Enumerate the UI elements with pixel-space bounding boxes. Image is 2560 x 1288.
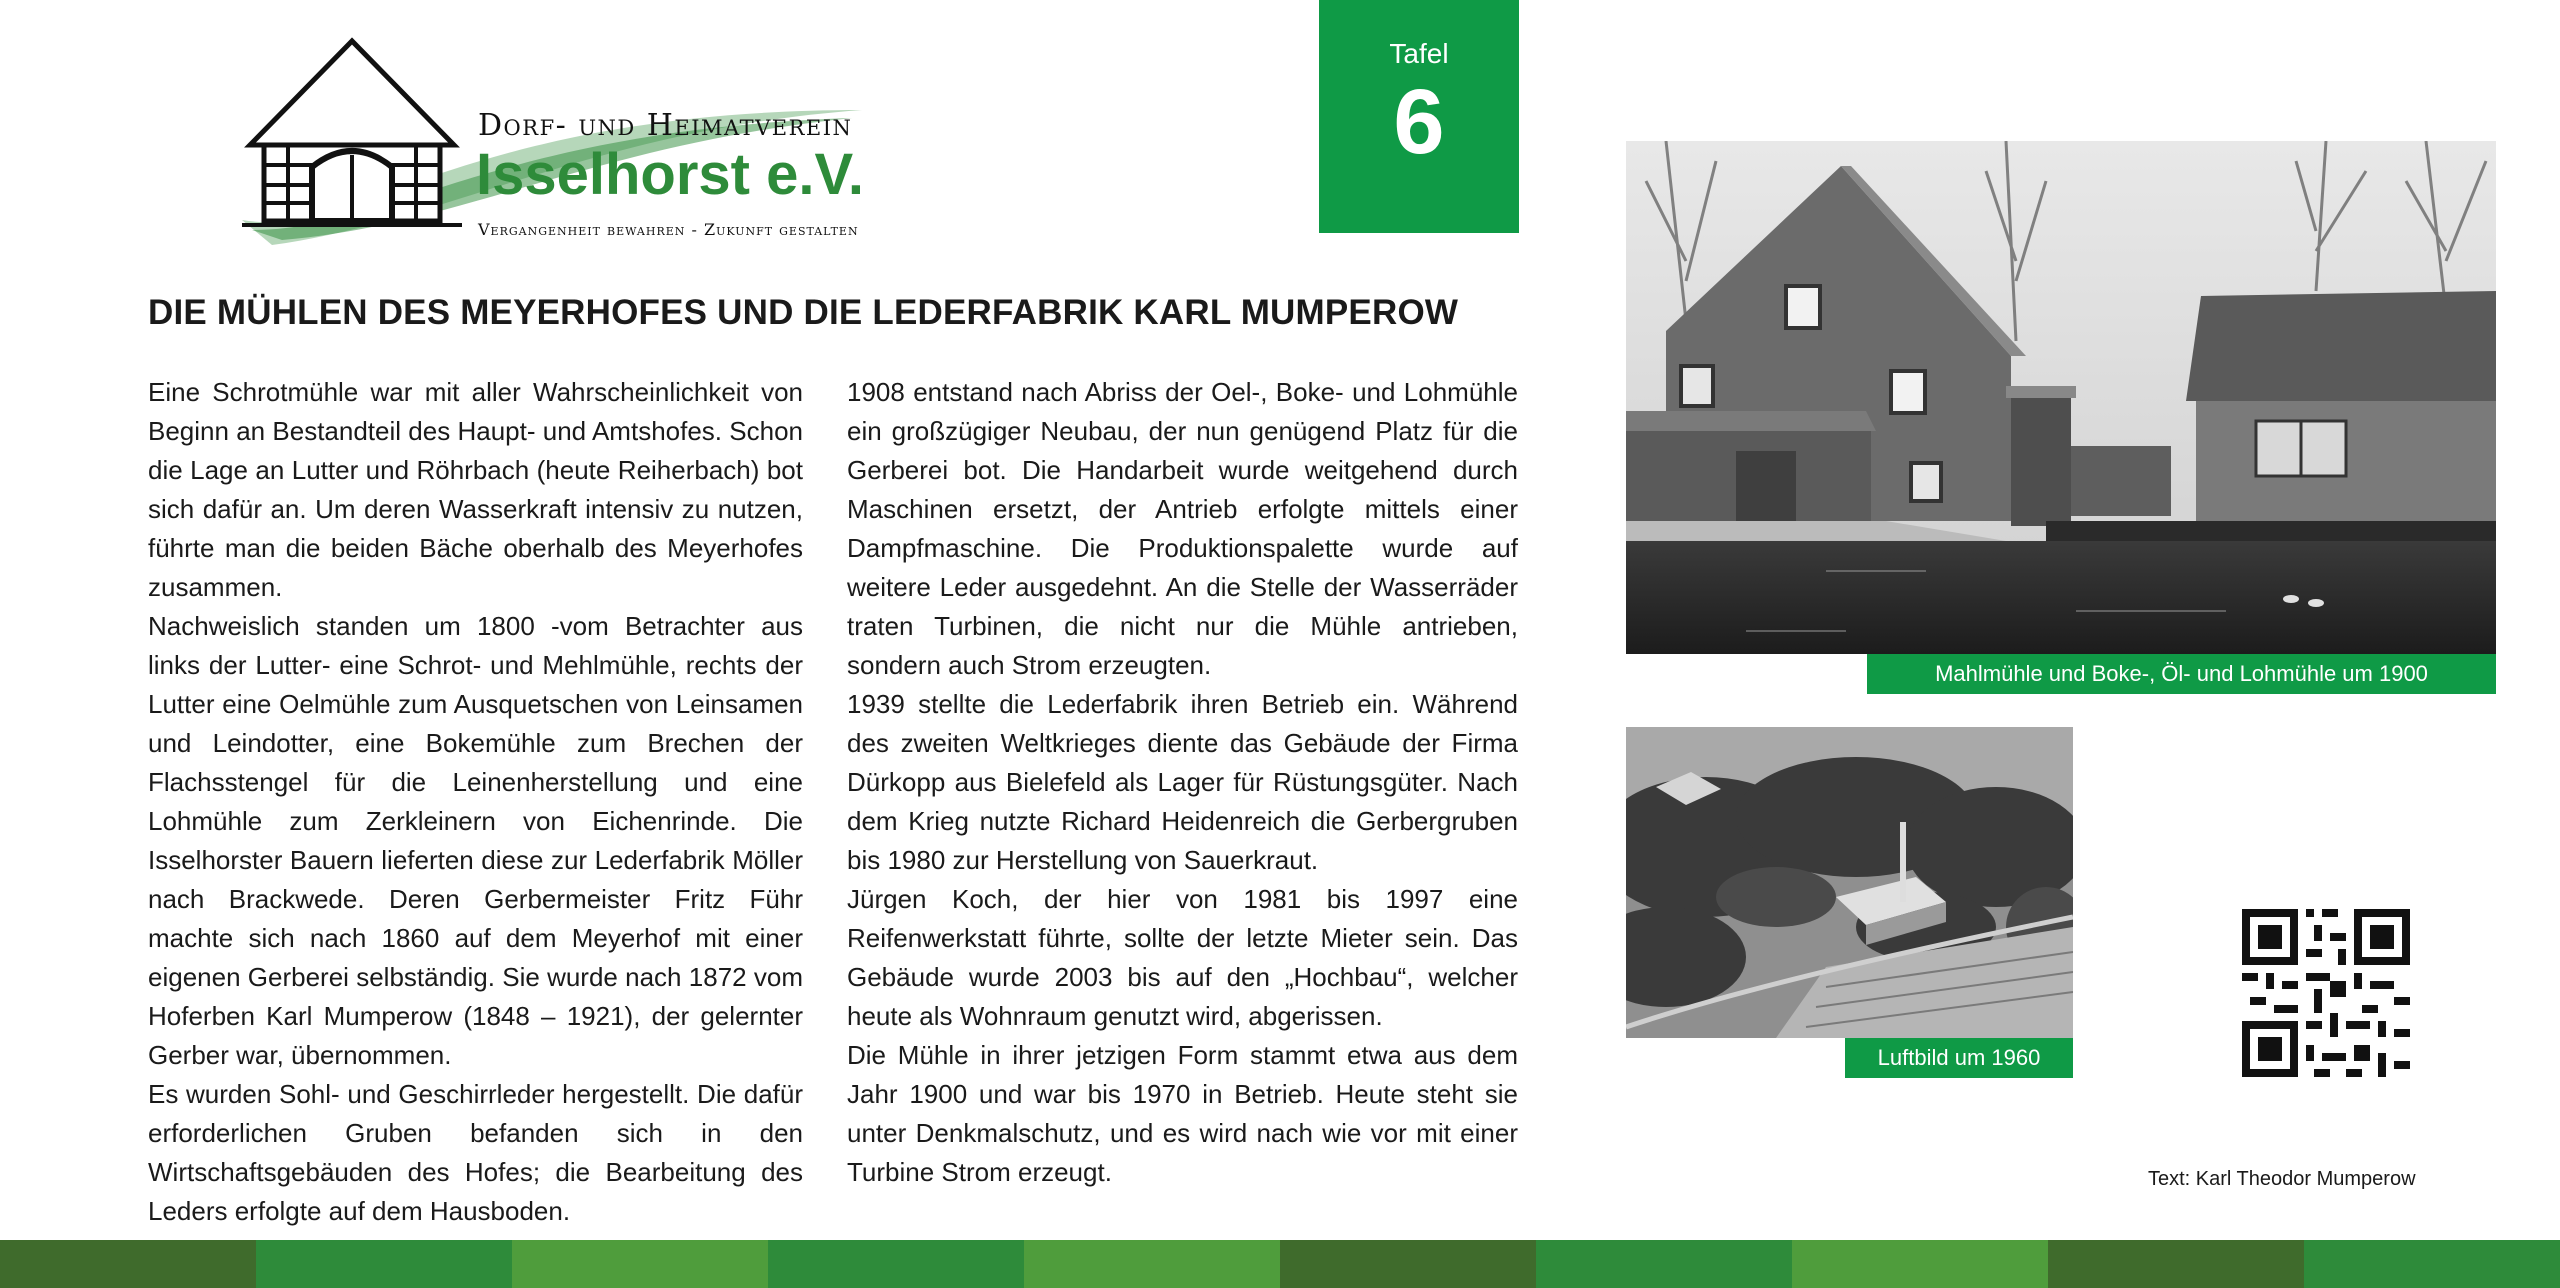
aerial-photo-caption: Luftbild um 1960: [1845, 1038, 2073, 1078]
band-segment: [768, 1240, 1024, 1288]
logo-house-icon: [242, 35, 462, 235]
paragraph: 1908 entstand nach Abriss der Oel-, Boke- und Lohmühle ein großzügiger Neubau, der nun genügend Platz für die Gerberei bot. Die Handarbeit wurde weitgehend durch Maschinen ersetzt, der Antrieb erfolgte mittels einer Dampfmaschine. Die Produktionspalette wurde auf weitere Leder ausgedehnt. An die Stelle der Wasserräder traten Turbinen, die nicht nur die Mühle antrieben, sondern auch Strom erzeugten.: [847, 377, 1518, 680]
qr-code[interactable]: [2242, 909, 2410, 1077]
band-segment: [1280, 1240, 1536, 1288]
bottom-color-band: [0, 1240, 2560, 1288]
text-column-right: [847, 373, 1518, 1192]
logo-line-3: Vergangenheit bewahren - Zukunft gestalten: [478, 220, 859, 239]
band-segment: [256, 1240, 512, 1288]
band-segment: [0, 1240, 256, 1288]
band-segment: [2304, 1240, 2560, 1288]
band-segment: [1536, 1240, 1792, 1288]
band-segment: [1792, 1240, 2048, 1288]
page-title: DIE MÜHLEN DES MEYERHOFES UND DIE LEDERFABRIK KARL MUMPEROW: [148, 293, 1459, 332]
logo-line-2: Isselhorst e.V.: [476, 142, 864, 207]
aerial-photo: [1626, 727, 2073, 1038]
mill-photo-caption: Mahlmühle und Boke-, Öl- und Lohmühle um 1900: [1867, 654, 2496, 694]
text-credit: Text: Karl Theodor Mumperow: [2148, 1168, 2416, 1190]
paragraph: Die Mühle in ihrer jetzigen Form stammt etwa aus dem Jahr 1900 und war bis 1970 in Betrieb. Heute steht sie unter Denkmalschutz, und es wird nach wie vor mit einer Turbine Strom erzeugt.: [847, 1040, 1518, 1187]
paragraph: Nachweislich standen um 1800 -vom Betrachter aus links der Lutter- eine Schrot- und Mehlmühle, rechts der Lutter eine Oelmühle zum Ausquetschen von Leinsamen und Leindotter, eine Bokemühle zum Brechen der Flachsstengel für die Leinenherstellung und eine Lohmühle zum Zerkleinern von Eichenrinde. Die Isselhorster Bauern lieferten diese zur Lederfabrik Möller nach Brackwede. Deren Gerbermeister Fritz Führ machte sich nach 1860 auf dem Meyerhof mit einer eigenen Gerberei selbständig. Sie wurde nach 1872 vom Hoferben Karl Mumperow (1848 – 1921), der gelernter Gerber war, übernommen.: [148, 611, 803, 1070]
band-segment: [2048, 1240, 2304, 1288]
tafel-label: Tafel: [1389, 38, 1449, 69]
paragraph: 1939 stellte die Lederfabrik ihren Betrieb ein. Während des zweiten Weltkrieges diente das Gebäude der Firma Dürkopp aus Bielefeld als Lager für Rüstungsgüter. Nach dem Krieg nutzte Richard Heidenreich die Gerbergruben bis 1980 zur Herstellung von Sauerkraut.: [847, 689, 1518, 875]
band-segment: [1024, 1240, 1280, 1288]
paragraph: Es wurden Sohl- und Geschirrleder hergestellt. Die dafür erforderlichen Gruben befanden sich in den Wirtschaftsgebäuden des Hofes; die Bearbeitung des Leders erfolgte auf dem Hausboden.: [148, 1079, 803, 1226]
tafel-badge: [1319, 0, 1519, 233]
logo: [232, 30, 912, 255]
tafel-number: 6: [1393, 71, 1445, 173]
text-column-left: [148, 373, 803, 1231]
band-segment: [512, 1240, 768, 1288]
paragraph: Jürgen Koch, der hier von 1981 bis 1997 eine Reifenwerkstatt führte, sollte der letzte Mieter sein. Das Gebäude wurde 2003 bis auf den „Hochbau“, welcher heute als Wohnraum genutzt wird, abgerissen.: [847, 884, 1518, 1031]
logo-line-1: Dorf- und Heimatverein: [478, 108, 853, 143]
mill-photo: [1626, 141, 2496, 654]
paragraph: Eine Schrotmühle war mit aller Wahrscheinlichkeit von Beginn an Bestandteil des Haupt- und Amtshofes. Schon die Lage an Lutter und Röhrbach (heute Reiherbach) bot sich dafür an. Um deren Wasserkraft intensiv zu nutzen, führte man die beiden Bäche oberhalb des Meyerhofes zusammen.: [148, 377, 803, 602]
qr-code-icon: [2242, 909, 2410, 1077]
